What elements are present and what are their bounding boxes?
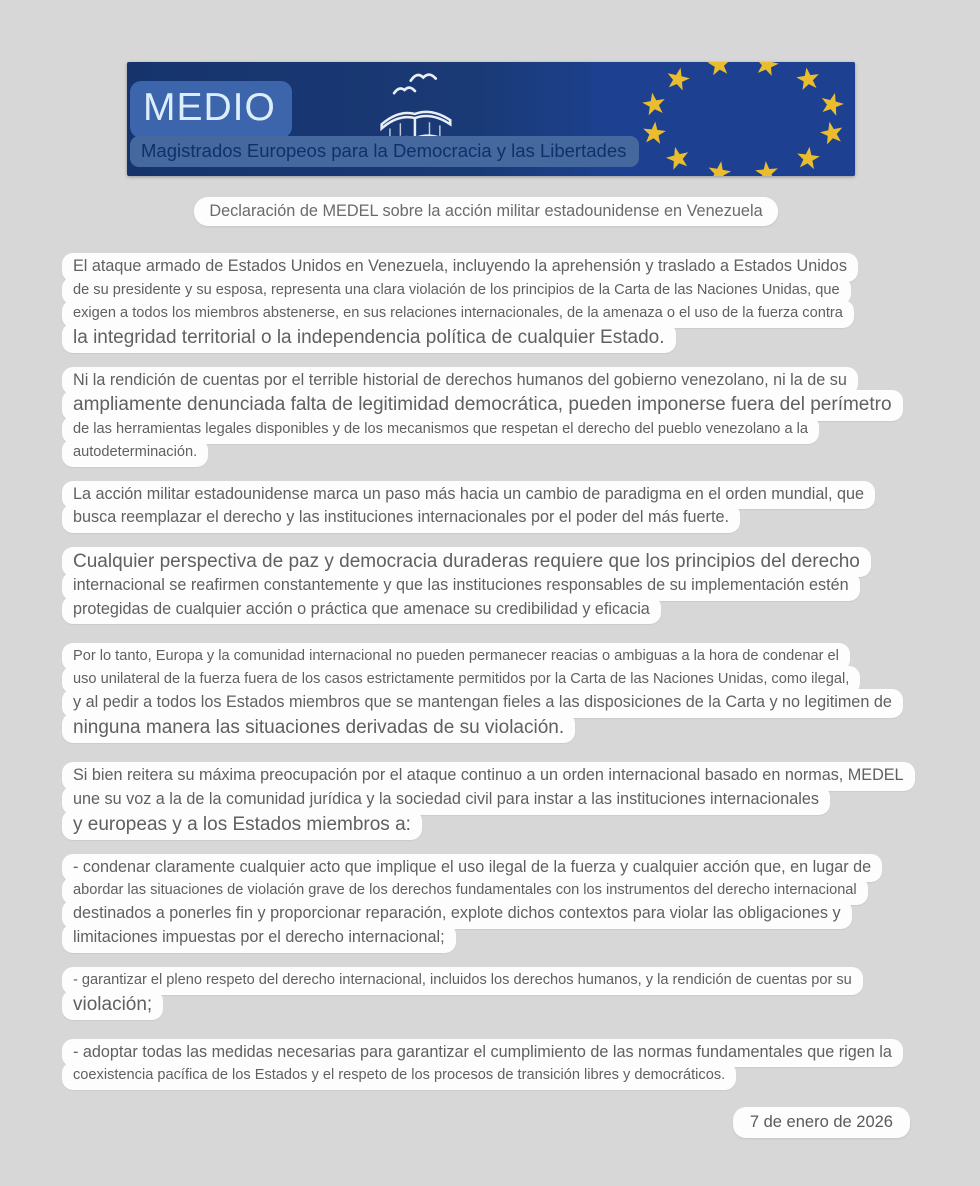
text-line: la integridad territorial o la independencia política de cualquier Estado. (62, 323, 676, 353)
text-line: limitaciones impuestas por el derecho internacional; (62, 924, 456, 953)
text-line: Ni la rendición de cuentas por el terrible historial de derechos humanos del gobierno venezolano, ni la de su (62, 367, 858, 396)
text-line: Si bien reitera su máxima preocupación por el ataque continuo a un orden internacional basado en normas, MEDEL (62, 762, 915, 791)
org-acronym: MEDIO (130, 81, 292, 138)
document-date: 7 de enero de 2026 (733, 1107, 910, 1138)
declaration-paragraph (62, 253, 910, 353)
text-line: uso unilateral de la fuerza fuera de los casos estrictamente permitidos por la Carta de las Naciones Unidas, como ilegal, (62, 666, 860, 694)
declaration-paragraph (62, 762, 910, 839)
text-line: violación; (62, 990, 163, 1020)
text-line: de las herramientas legales disponibles y de los mecanismos que respetan el derecho del pueblo venezolano a la (62, 416, 819, 444)
text-line: exigen a todos los miembros abstenerse, en sus relaciones internacionales, de la amenaza o el uso de la fuerza contra (62, 300, 854, 328)
text-line: autodeterminación. (62, 439, 208, 467)
text-line: abordar las situaciones de violación grave de los derechos fundamentales con los instrumentos del derecho internacional (62, 877, 868, 905)
org-banner (127, 62, 855, 176)
text-line: ampliamente denunciada falta de legitimidad democrática, pueden imponerse fuera del perímetro (62, 390, 903, 420)
declaration-body (62, 197, 910, 1138)
text-line: y europeas y a los Estados miembros a: (62, 810, 422, 840)
text-line: busca reemplazar el derecho y las instituciones internacionales por el poder del más fuerte. (62, 504, 740, 533)
text-line: - garantizar el pleno respeto del derecho internacional, incluidos los derechos humanos, y la rendición de cuentas por su (62, 967, 863, 995)
text-line: internacional se reafirmen constantemente y que las instituciones responsables de su implementación estén (62, 572, 860, 601)
text-line: El ataque armado de Estados Unidos en Venezuela, incluyendo la aprehensión y traslado a Estados Unidos (62, 253, 858, 282)
text-line: - adoptar todas las medidas necesarias para garantizar el cumplimiento de las normas fundamentales que rigen la (62, 1039, 903, 1068)
text-line: protegidas de cualquier acción o práctica que amenace su credibilidad y eficacia (62, 596, 661, 625)
text-line: ninguna manera las situaciones derivadas de su violación. (62, 713, 575, 743)
declaration-paragraph (62, 367, 910, 467)
text-line: coexistencia pacífica de los Estados y el respeto de los procesos de transición libres y democráticos. (62, 1062, 736, 1090)
document-title: Declaración de MEDEL sobre la acción militar estadounidense en Venezuela (194, 197, 777, 226)
declaration-paragraph (62, 547, 910, 624)
text-line: de su presidente y su esposa, representa una clara violación de los principios de la Carta de las Naciones Unidas, que (62, 277, 851, 305)
text-line: Cualquier perspectiva de paz y democracia duraderas requiere que los principios del derecho (62, 547, 871, 577)
text-line: destinados a ponerles fin y proporcionar reparación, explote dichos contextos para violar las obligaciones y (62, 900, 852, 929)
text-line: une su voz a la de la comunidad jurídica y la sociedad civil para instar a las instituciones internacionales (62, 786, 830, 815)
text-line: La acción militar estadounidense marca un paso más hacia un cambio de paradigma en el orden mundial, que (62, 481, 875, 510)
declaration-bullet-paragraph (62, 854, 910, 953)
declaration-paragraph (62, 481, 910, 533)
text-line: y al pedir a todos los Estados miembros que se mantengan fieles a las disposiciones de la Carta y no legitimen de (62, 689, 903, 718)
org-name: Magistrados Europeos para la Democracia y las Libertades (130, 136, 639, 167)
text-line: Por lo tanto, Europa y la comunidad internacional no pueden permanecer reacias o ambiguas a la hora de condenar el (62, 643, 850, 671)
text-line: - condenar claramente cualquier acto que implique el uso ilegal de la fuerza y cualquier acción que, en lugar de (62, 854, 882, 883)
declaration-bullet-paragraph (62, 1039, 910, 1091)
declaration-bullet-paragraph (62, 967, 910, 1020)
declaration-paragraph (62, 643, 910, 743)
